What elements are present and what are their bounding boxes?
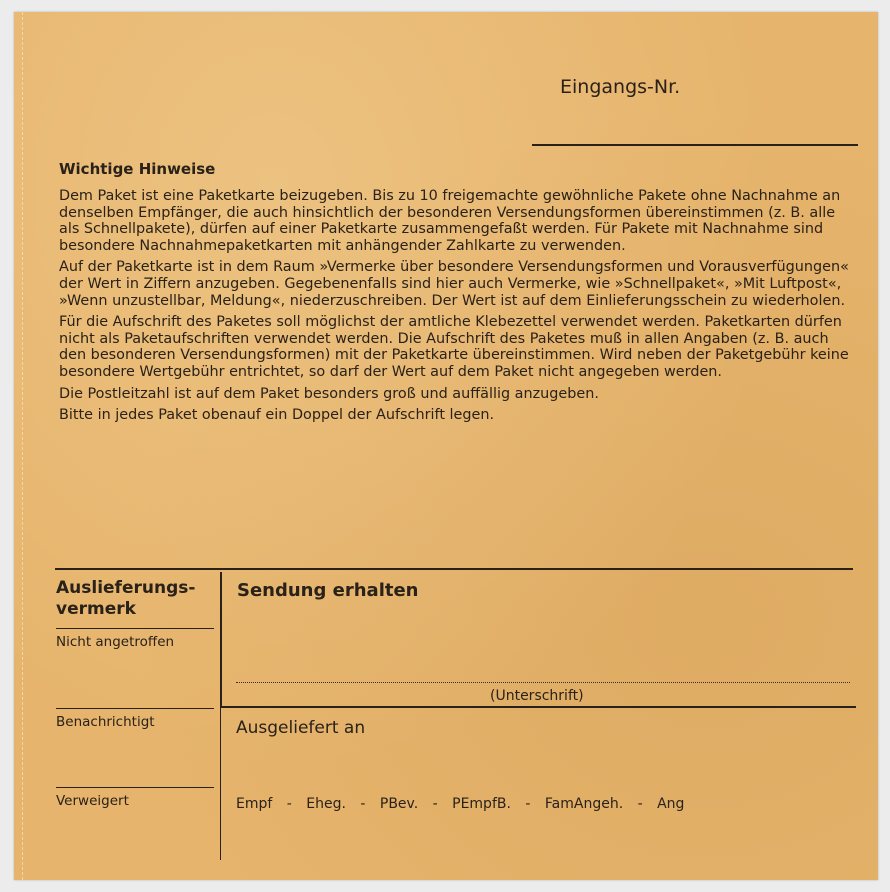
benachrichtigt-label: Benachrichtigt	[56, 714, 155, 730]
hinweise-title: Wichtige Hinweise	[59, 160, 216, 178]
ausgeliefert-an-label: Ausgeliefert an	[236, 718, 366, 738]
unterschrift-label: (Unterschrift)	[490, 688, 584, 704]
hinweise-paragraph: Dem Paket ist eine Paketkarte beizugeben. Bis zu 10 freigemachte gewöhnliche Pakete ohne Nachnahme an denselben Empfänger, die auch hinsichtlich der besonderen Versendungsformen übereinstimmen (z. B. alle als Schnellpakete), dürfen auf einer Paketkarte zusammengefaßt werden. Für Pakete mit Nachnahme sind besondere Nachnahmepaketkarten mit anhängender Zahlkarte zu verwenden.	[59, 188, 841, 254]
eingangs-nr-line[interactable]	[532, 144, 858, 146]
empfaenger-options: Empf - Eheg. - PBev. - PEmpfB. - FamAngeh. - Ang	[236, 796, 685, 812]
form-top-rule	[55, 568, 853, 570]
auslieferungsvermerk-label	[56, 578, 195, 620]
eingangs-nr-label: Eingangs-Nr.	[560, 76, 681, 98]
nicht-angetroffen-label: Nicht angetroffen	[56, 634, 175, 650]
left-rule	[56, 787, 214, 788]
sendung-erhalten-label: Sendung erhalten	[237, 580, 419, 601]
hinweise-paragraph: Für die Aufschrift des Paketes soll möglichst der amtliche Klebezettel verwendet werden. Paketkarten dürfen nicht als Paketaufschriften verwendet werden. Die Aufschrift des Paketes muß in allen Angaben (z. B. auch den besonderen Versendungsformen) mit der Paketkarte übereinstimmen. Wird neben der Paketgebühr keine besondere Wertgebühr entrichtet, so darf der Wert auf dem Paket nicht angegeben werden.	[59, 314, 849, 380]
hinweise-paragraph: Bitte in jedes Paket obenauf ein Doppel der Aufschrift legen.	[59, 407, 495, 424]
hinweise-paragraph: Auf der Paketkarte ist in dem Raum »Vermerke über besondere Versendungsformen und Vorausverfügungen« der Wert in Ziffern anzugeben. Gegebenenfalls sind hier auch Vermerke, wie »Schnellpaket«, »Mit Luftpost«, »Wenn unzustellbar, Meldung«, niederzuschreiben. Der Wert ist auf dem Einlieferungsschein zu wiederholen.	[59, 259, 849, 309]
auslieferungsvermerk-label-text: Auslieferungs- vermerk	[56, 578, 196, 619]
signature-line[interactable]	[236, 682, 850, 683]
verweigert-label: Verweigert	[56, 793, 129, 809]
hinweise-paragraph: Die Postleitzahl ist auf dem Paket besonders groß und auffällig anzugeben.	[59, 385, 599, 402]
perforation-edge	[22, 12, 23, 880]
left-rule	[56, 708, 214, 709]
left-rule	[56, 628, 214, 629]
hinweise-text	[59, 188, 859, 429]
parcel-card	[14, 12, 878, 880]
